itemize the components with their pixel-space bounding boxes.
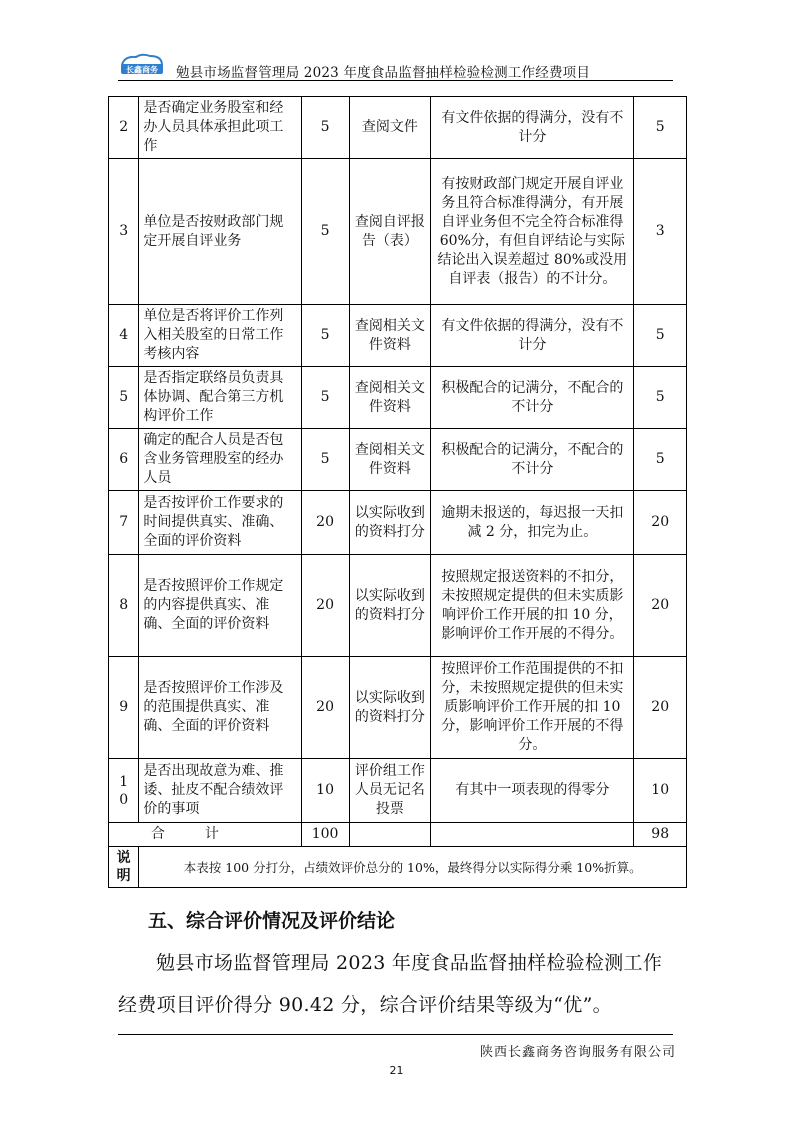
header-title: 勉县市场监督管理局 2023 年度食品监督抽样检验检测工作经费项目	[176, 65, 591, 81]
row-weight: 5	[301, 429, 349, 491]
row-score: 5	[634, 367, 687, 429]
conclusion-paragraph: 勉县市场监督管理局 2023 年度食品监督抽样检验检测工作经费项目评价得分 90.42 分，综合评价结果等级为“优”。	[118, 952, 663, 1016]
row-rule: 有文件依据的得满分，没有不计分	[431, 97, 634, 159]
row-score: 20	[634, 657, 687, 759]
row-rule: 按照规定报送资料的不扣分，未按照规定提供的但未实质影响评价工作开展的扣 10 分，影响评价工作开展的不得分。	[431, 555, 634, 657]
footer-company: 陕西长鑫商务咨询服务有限公司	[480, 1045, 677, 1060]
row-question: 是否出现故意为难、推诿、扯皮不配合绩效评价的事项	[139, 759, 301, 823]
row-method: 评价组工作人员无记名投票	[349, 759, 431, 823]
table-row	[109, 555, 687, 657]
logo-text: 长鑫商务	[126, 65, 158, 75]
row-weight: 5	[301, 97, 349, 159]
row-question: 是否按照评价工作规定的内容提供真实、准确、全面的评价资料	[139, 555, 301, 657]
row-number	[109, 759, 139, 823]
row-score: 10	[634, 759, 687, 823]
total-weight: 100	[301, 823, 349, 847]
row-weight: 5	[301, 305, 349, 367]
table-row	[109, 491, 687, 555]
header-divider	[118, 80, 673, 81]
row-score: 5	[634, 429, 687, 491]
row-number: 6	[109, 429, 139, 491]
row-rule: 有其中一项表现的得零分	[431, 759, 634, 823]
table-row	[109, 429, 687, 491]
row-weight: 10	[301, 759, 349, 823]
note-label-text: 说明	[116, 850, 131, 884]
row-rule: 有文件依据的得满分，没有不计分	[431, 305, 634, 367]
note-label	[109, 847, 139, 888]
row-weight: 20	[301, 555, 349, 657]
row-score: 5	[634, 97, 687, 159]
row-score: 3	[634, 159, 687, 305]
table-row	[109, 367, 687, 429]
row-score: 20	[634, 491, 687, 555]
row-number: 9	[109, 657, 139, 759]
row-weight: 5	[301, 159, 349, 305]
row-question: 单位是否按财政部门规定开展自评业务	[139, 159, 301, 305]
section-heading: 五、综合评价情况及评价结论	[148, 910, 396, 932]
row-method: 查阅相关文件资料	[349, 429, 431, 491]
row-number: 4	[109, 305, 139, 367]
note-text: 本表按 100 分打分，占绩效评价总分的 10%，最终得分以实际得分乘 10%折算。	[139, 847, 687, 888]
total-row	[109, 823, 687, 847]
row-number: 7	[109, 491, 139, 555]
total-score: 98	[634, 823, 687, 847]
row-number: 8	[109, 555, 139, 657]
row-question: 确定的配合人员是否包含业务管理股室的经办人员	[139, 429, 301, 491]
row-method: 查阅相关文件资料	[349, 367, 431, 429]
row-weight: 20	[301, 491, 349, 555]
row-method: 以实际收到的资料打分	[349, 491, 431, 555]
row-rule: 有按财政部门规定开展自评业务且符合标准得满分，有开展自评业务但不完全符合标准得 60%分，有但自评结论与实际结论出入误差超过 80%或没用自评表（报告）的不计分。	[431, 159, 634, 305]
page-number: 21	[389, 1064, 404, 1077]
row-question: 单位是否将评价工作列入相关股室的日常工作考核内容	[139, 305, 301, 367]
row-question: 是否确定业务股室和经办人员具体承担此项工作	[139, 97, 301, 159]
row-score: 20	[634, 555, 687, 657]
note-row	[109, 847, 687, 888]
row-method: 查阅相关文件资料	[349, 305, 431, 367]
table-row	[109, 305, 687, 367]
total-empty-cell	[431, 823, 634, 847]
row-rule: 积极配合的记满分，不配合的不计分	[431, 367, 634, 429]
company-logo-icon	[118, 52, 166, 76]
row-score: 5	[634, 305, 687, 367]
total-empty-cell	[349, 823, 431, 847]
row-method: 查阅文件	[349, 97, 431, 159]
table-row	[109, 97, 687, 159]
row-question: 是否指定联络员负责具体协调、配合第三方机构评价工作	[139, 367, 301, 429]
table-row	[109, 159, 687, 305]
row-question: 是否按评价工作要求的时间提供真实、准确、全面的评价资料	[139, 491, 301, 555]
row-number: 2	[109, 97, 139, 159]
total-label: 合计	[109, 823, 302, 847]
row-method: 以实际收到的资料打分	[349, 555, 431, 657]
page-header	[118, 52, 673, 81]
row-method: 以实际收到的资料打分	[349, 657, 431, 759]
row-rule: 按照评价工作范围提供的不扣分，未按照规定提供的但未实质影响评价工作开展的扣 10 分，影响评价工作开展的不得分。	[431, 657, 634, 759]
row-question: 是否按照评价工作涉及的范围提供真实、准确、全面的评价资料	[139, 657, 301, 759]
row-weight: 20	[301, 657, 349, 759]
row-rule: 逾期未报送的，每迟报一天扣减 2 分，扣完为止。	[431, 491, 634, 555]
row-number: 3	[109, 159, 139, 305]
footer-divider	[118, 1034, 673, 1035]
evaluation-table	[108, 96, 687, 888]
row-number: 5	[109, 367, 139, 429]
table-row	[109, 657, 687, 759]
row-rule: 积极配合的记满分，不配合的不计分	[431, 429, 634, 491]
row-method: 查阅自评报告（表）	[349, 159, 431, 305]
row-number-text: 10	[119, 773, 129, 808]
table-row	[109, 759, 687, 823]
row-weight: 5	[301, 367, 349, 429]
